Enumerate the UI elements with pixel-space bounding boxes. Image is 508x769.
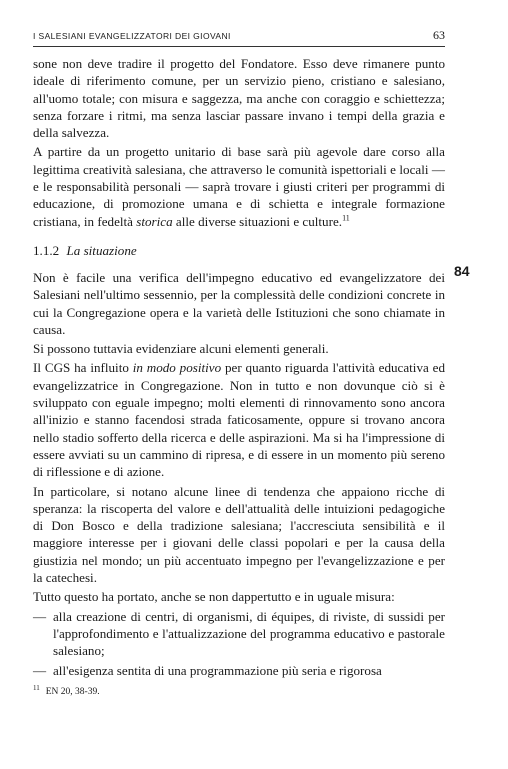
- paragraph-text: per quanto riguarda l'attività educativa ed evangelizzatrice in Congregazione. Non in tutto e non dovunque ciò si è sviluppato con eguale impegno; molti elementi di rinnovamento sono ancora all'inizio e stanno facendosi strada faticosamente, oppure si trovano ancora nello stadio sofferto della ricerca e delle aspirazioni. Ma si ha l'impressione di essere avviati su un cammino di ripresa, e di essere in un momento più sereno di riflessione e di azione.: [33, 360, 445, 480]
- paragraph: Non è facile una verifica dell'impegno educativo ed evangelizzatore dei Salesiani nell'ultimo sessennio, per la complessità delle condizioni concrete in cui la Congregazione opera e la varietà delle Istituzioni che sono chiamate in causa.: [33, 269, 445, 337]
- paragraph: [33, 143, 445, 229]
- section-title: La situazione: [66, 242, 137, 258]
- list-dash: —: [33, 608, 47, 624]
- paragraph: [33, 359, 445, 480]
- section-heading: [33, 242, 445, 259]
- paragraph-text: A partire da un progetto unitario di base sarà più agevole dare corso alla legittima creatività salesiana, che attraverso le comunità ispettoriali e locali — e le responsabilità personali — saprà trovare i giusti criteri per programmi di educazione, di promozione umana e di schietta e integrale formazione cristiana, in fedeltà: [33, 144, 445, 229]
- page-number: 63: [433, 28, 445, 42]
- paragraph: Si possono tuttavia evidenziare alcuni elementi generali.: [33, 341, 329, 357]
- list-dash: —: [33, 662, 47, 678]
- list-item-text: alla creazione di centri, di organismi, di équipes, di riviste, di sussidi per l'approfondimento e l'attualizzazione del programma educativo e pastorale salesiano;: [53, 608, 445, 659]
- list-item-text: all'esigenza sentita di una programmazione più seria e rigorosa: [53, 662, 382, 678]
- margin-paragraph-number: 84: [454, 263, 470, 279]
- main-text: [33, 55, 445, 681]
- paragraph: sone non deve tradire il progetto del Fondatore. Esso deve rimanere punto ideale di riferimento comune, per un servizio pieno, cristiano e salesiano, all'uomo totale; con misura e saggezza, ma anche con coraggio e schiettezza; senza forzare i ritmi, ma senza lasciar passare invano i tempi della grazia e della salvezza.: [33, 56, 445, 141]
- footnote-mark: 11: [33, 684, 40, 692]
- paragraph: In particolare, si notano alcune linee di tendenza che appaiono ricche di speranza: la riscoperta del valore e dell'attualità delle intuizioni pedagogiche di Don Bosco e della tradizione salesiana; l'accresciuta sensibilità e il maggiore interesse per i giovani delle classi popolari e per la causa della giustizia nel mondo; un più accentuato impegno per l'evangelizzazione e per la catechesi.: [33, 483, 445, 586]
- paragraph: Tutto questo ha portato, anche se non dappertutto e in uguale misura:: [33, 589, 395, 605]
- paragraph-text: Il CGS ha influito: [33, 360, 133, 376]
- paragraph-text: alle diverse situazioni e culture.: [172, 213, 343, 229]
- footnote-text: EN 20, 38-39.: [45, 687, 100, 698]
- running-header: [33, 30, 445, 47]
- list-item: [33, 608, 445, 660]
- footnote: [33, 684, 100, 697]
- italic-text: storica: [136, 213, 173, 229]
- running-title: I SALESIANI EVANGELIZZATORI DEI GIOVANI: [33, 31, 231, 41]
- section-number: 1.1.2: [33, 242, 60, 258]
- list-item: [33, 662, 445, 679]
- italic-text: in modo positivo: [132, 360, 222, 376]
- footnote-ref: 11: [342, 213, 350, 223]
